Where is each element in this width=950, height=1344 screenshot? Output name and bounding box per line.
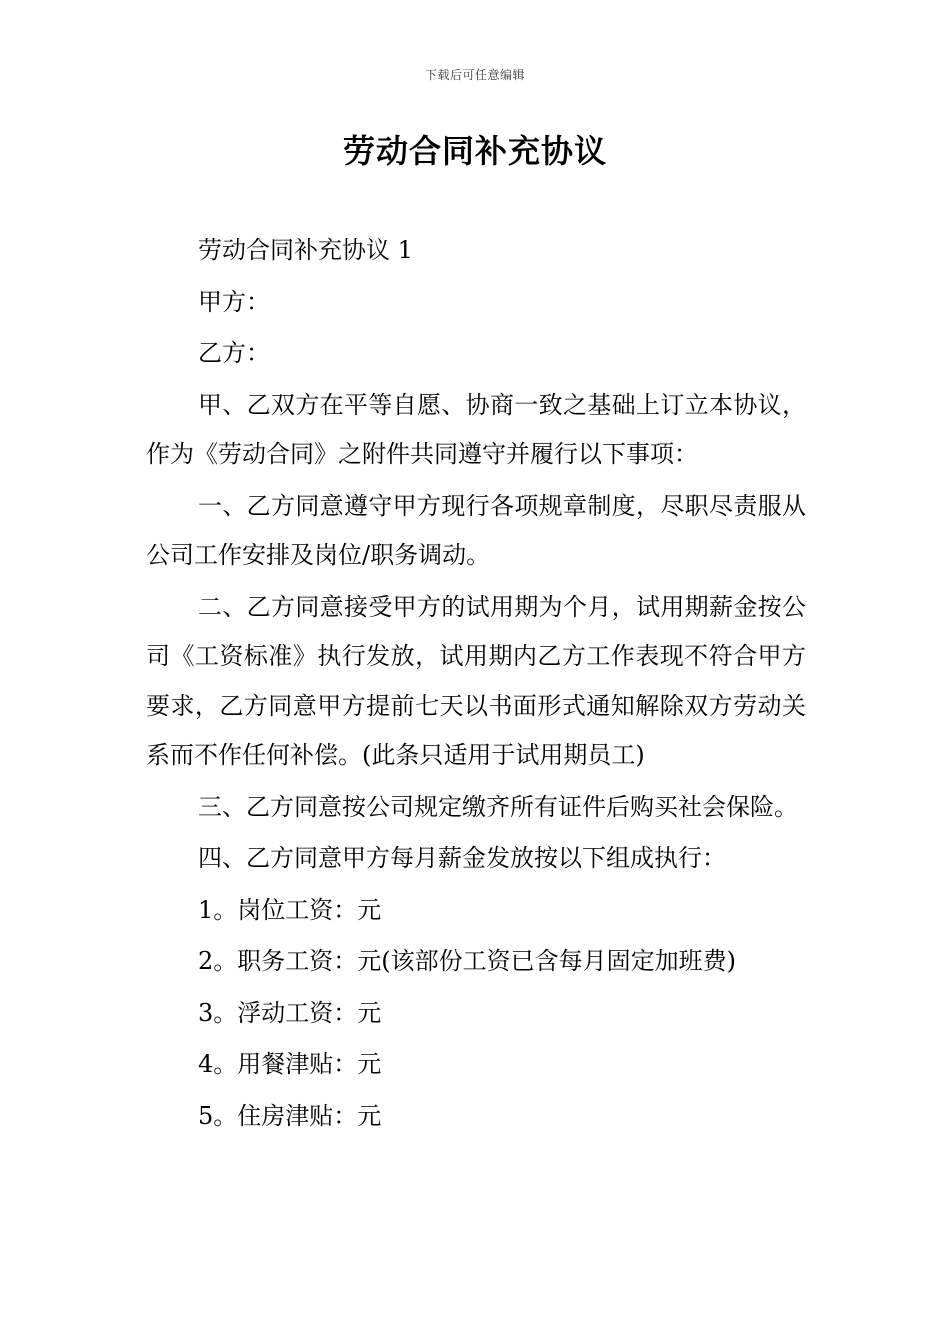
header-note: 下载后可任意编辑 [424, 68, 525, 82]
clause-three: 三、乙方同意按公司规定缴齐所有证件后购买社会保险。 [198, 792, 798, 821]
salary-item-4: 4。用餐津贴：元 [198, 1050, 382, 1078]
page-title: 劳动合同补充协议 [342, 132, 607, 170]
salary-item-5: 5。住房津贴：元 [198, 1101, 382, 1130]
clause-four: 四、乙方同意甲方每月薪金发放按以下组成执行： [198, 844, 726, 872]
party-a-line: 甲方： [198, 287, 270, 316]
salary-item-1: 1。岗位工资：元 [198, 895, 382, 924]
salary-item-3: 3。浮动工资：元 [198, 998, 382, 1027]
party-b-line: 乙方： [198, 339, 270, 367]
clause-one: 一、乙方同意遵守甲方现行各项规章制度，尽职尽责服从公司工作安排及岗位/职务调动。 [146, 491, 806, 569]
document-body [146, 226, 806, 1143]
salary-item-2: 2。职务工资：元(该部份工资已含每月固定加班费) [198, 947, 736, 975]
clause-two: 二、乙方同意接受甲方的试用期为个月，试用期薪金按公司《工资标准》执行发放，试用期内乙方工作表现不符合甲方要求，乙方同意甲方提前七天以书面形式通知解除双方劳动关系而不作任何补偿。(此条只适用于试用期员工) [146, 592, 806, 769]
intro-paragraph: 甲、乙双方在平等自愿、协商一致之基础上订立本协议，作为《劳动合同》之附件共同遵守并履行以下事项： [146, 390, 806, 468]
section-heading: 劳动合同补充协议 1 [198, 236, 413, 264]
